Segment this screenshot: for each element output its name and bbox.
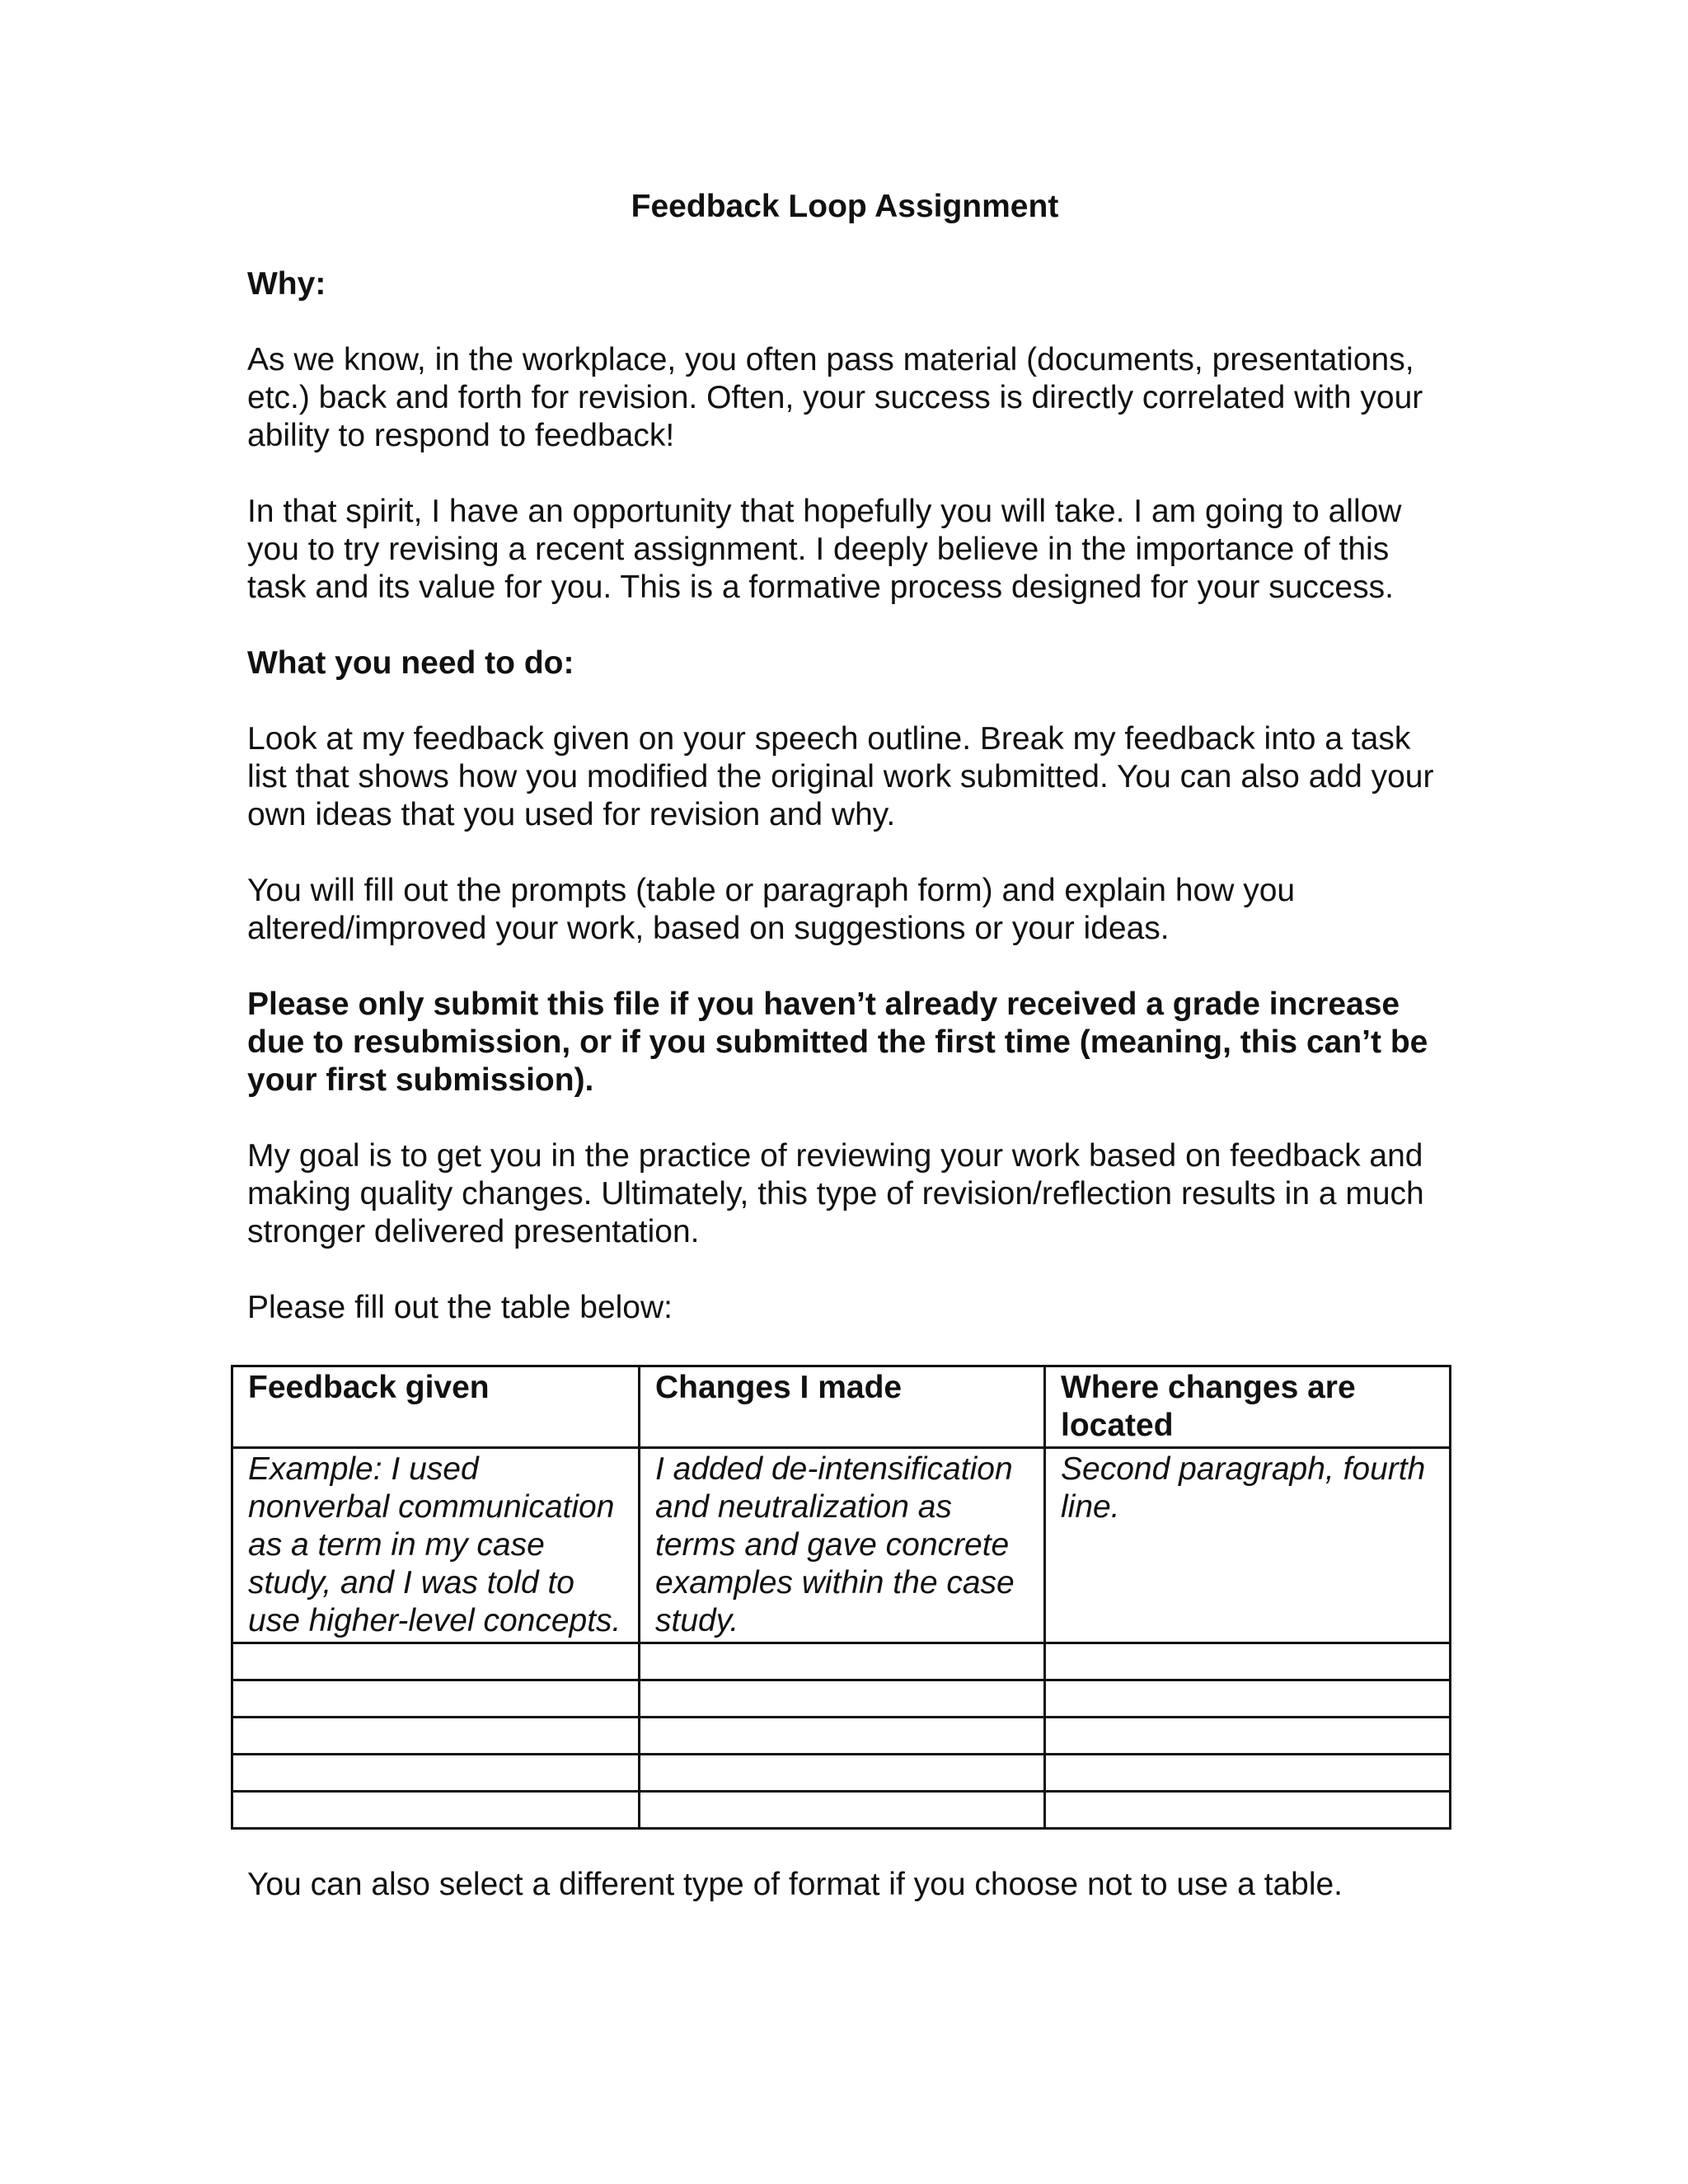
table-row [232,1792,1451,1829]
todo-heading: What you need to do: [247,645,574,681]
empty-cell[interactable] [232,1718,640,1755]
empty-cell[interactable] [1045,1643,1451,1680]
empty-cell[interactable] [232,1755,640,1792]
intro-paragraph: As we know, in the workplace, you often pass material (documents, presentations, etc.) back and forth for revision. Often, your success is directly correlated with your ability to respond to feedback! [247,342,1423,453]
empty-cell[interactable] [232,1643,640,1680]
empty-cell[interactable] [1045,1680,1451,1718]
opportunity-paragraph: In that spirit, I have an opportunity that hopefully you will take. I am going to allow you to try revising a recent assignment. I deeply believe in the importance of this task and its value for you. This is a formative process designed for your success. [247,494,1402,605]
empty-cell[interactable] [232,1680,640,1718]
empty-cell[interactable] [1045,1718,1451,1755]
table-row-example [232,1448,1451,1643]
example-feedback-cell: Example: I used nonverbal communication as a term in my case study, and I was told to use higher-level concepts. [232,1448,640,1643]
empty-cell[interactable] [640,1755,1045,1792]
example-location-cell: Second paragraph, fourth line. [1045,1448,1451,1643]
header-changes-location: Where changes are located [1045,1366,1451,1448]
header-changes-made: Changes I made [640,1366,1045,1448]
submission-notice: Please only submit this file if you haven’t already received a grade increase due to resubmission, or if you submitted the first time (meaning, this can’t be your first submission). [247,987,1428,1098]
empty-cell[interactable] [640,1680,1045,1718]
feedback-table [231,1365,1451,1830]
empty-cell[interactable] [1045,1755,1451,1792]
empty-cell[interactable] [232,1792,640,1829]
empty-cell[interactable] [640,1643,1045,1680]
table-intro: Please fill out the table below: [247,1290,673,1325]
empty-cell[interactable] [1045,1792,1451,1829]
why-heading: Why: [247,266,326,302]
example-changes-cell: I added de-intensification and neutralization as terms and gave concrete examples within the case study. [640,1448,1045,1643]
table-row [232,1718,1451,1755]
document-page [247,188,1442,1942]
document-title: Feedback Loop Assignment [631,189,1059,224]
table-header-row [232,1366,1451,1448]
goal-paragraph: My goal is to get you in the practice of reviewing your work based on feedback and making quality changes. Ultimately, this type of revision/reflection results in a much stronger delivered presentation. [247,1138,1424,1249]
table-row [232,1643,1451,1680]
table-row [232,1755,1451,1792]
prompts-paragraph: You will fill out the prompts (table or paragraph form) and explain how you altered/improved your work, based on suggestions or your ideas. [247,873,1296,946]
instructions-paragraph: Look at my feedback given on your speech outline. Break my feedback into a task list that shows how you modified the original work submitted. You can also add your own ideas that you used for revision and why. [247,721,1434,832]
closing-paragraph: You can also select a different type of format if you choose not to use a table. [247,1867,1343,1902]
empty-cell[interactable] [640,1718,1045,1755]
empty-cell[interactable] [640,1792,1045,1829]
header-feedback-given: Feedback given [232,1366,640,1448]
table-row [232,1680,1451,1718]
